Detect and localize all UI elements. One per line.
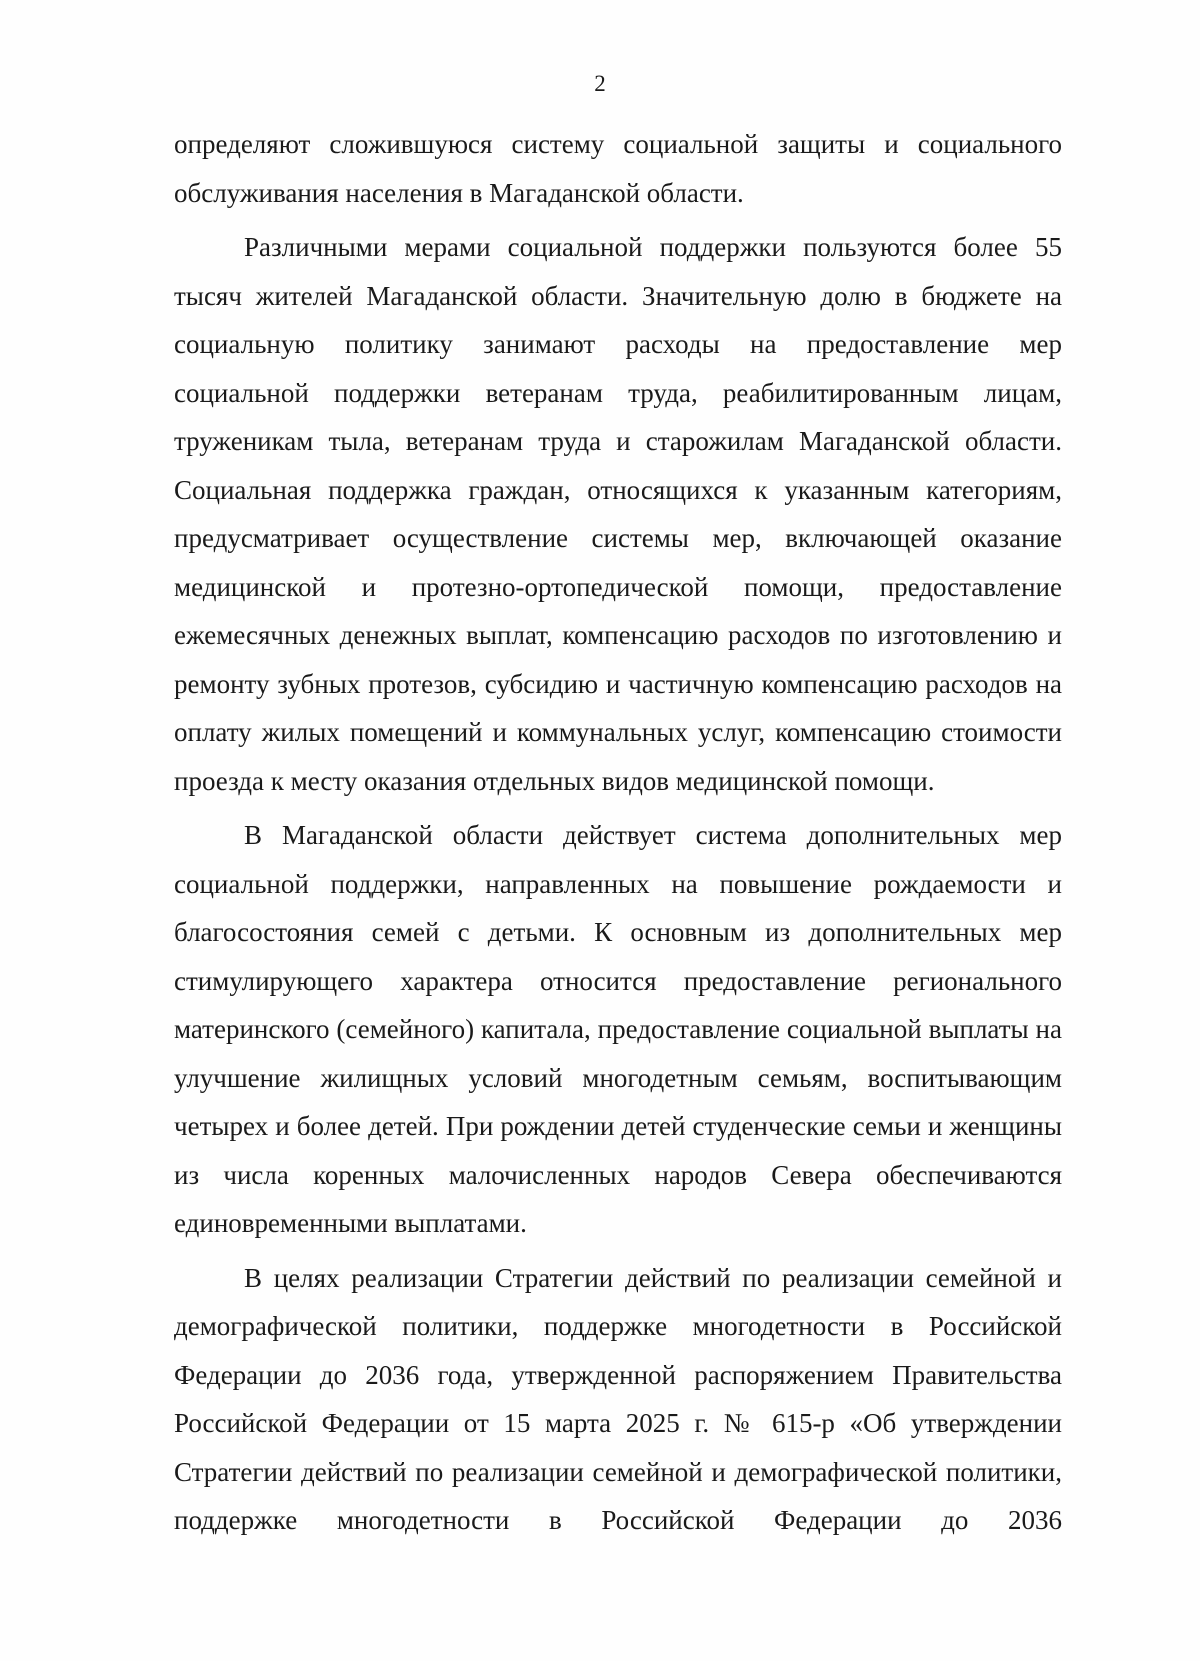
paragraph-family-support-measures: В Магаданской области действует система дополнительных мер социальной поддержки, направленных на повышение рождаемости и благосостояния семей с детьми. К основным из дополнительных мер стимулирующего характера относится предоставление регионального материнского (семейного) капитала, предоставление социальной выплаты на улучшение жилищных условий многодетным семьям, воспитывающим четырех и более детей. При рождении детей студенческие семьи и женщины из числа коренных малочисленных народов Севера обеспечиваются единовременными выплатами. (174, 820, 1062, 1238)
page-number: 2 (594, 71, 606, 96)
document-body (174, 120, 1062, 1545)
paragraph-continued: определяют сложившуюся систему социальной защиты и социального обслуживания населения в Магаданской области. (174, 129, 1062, 208)
paragraph-strategy-implementation: В целях реализации Стратегии действий по реализации семейной и демографической политики, поддержке многодетности в Российской Федерации до 2036 года, утвержденной распоряжением Правительства Российской Федерации от 15 марта 2025 г. № 615-р «Об утверждении Стратегии действий по реализации семейной и демографической политики, поддержке многодетности в Российской Федерации до 2036 (174, 1262, 1062, 1535)
paragraph-social-support-measures: Различными мерами социальной поддержки пользуются более 55 тысяч жителей Магаданской области. Значительную долю в бюджете на социальную политику занимают расходы на предоставление мер социальной поддержки ветеранам труда, реабилитированным лицам, труженикам тыла, ветеранам труда и старожилам Магаданской области. Социальная поддержка граждан, относящихся к указанным категориям, предусматривает осуществление системы мер, включающей оказание медицинской и протезно-ортопедической помощи, предоставление ежемесячных денежных выплат, компенсацию расходов по изготовлению и ремонту зубных протезов, субсидию и частичную компенсацию расходов на оплату жилых помещений и коммунальных услуг, компенсацию стоимости проезда к месту оказания отдельных видов медицинской помощи. (174, 232, 1062, 796)
